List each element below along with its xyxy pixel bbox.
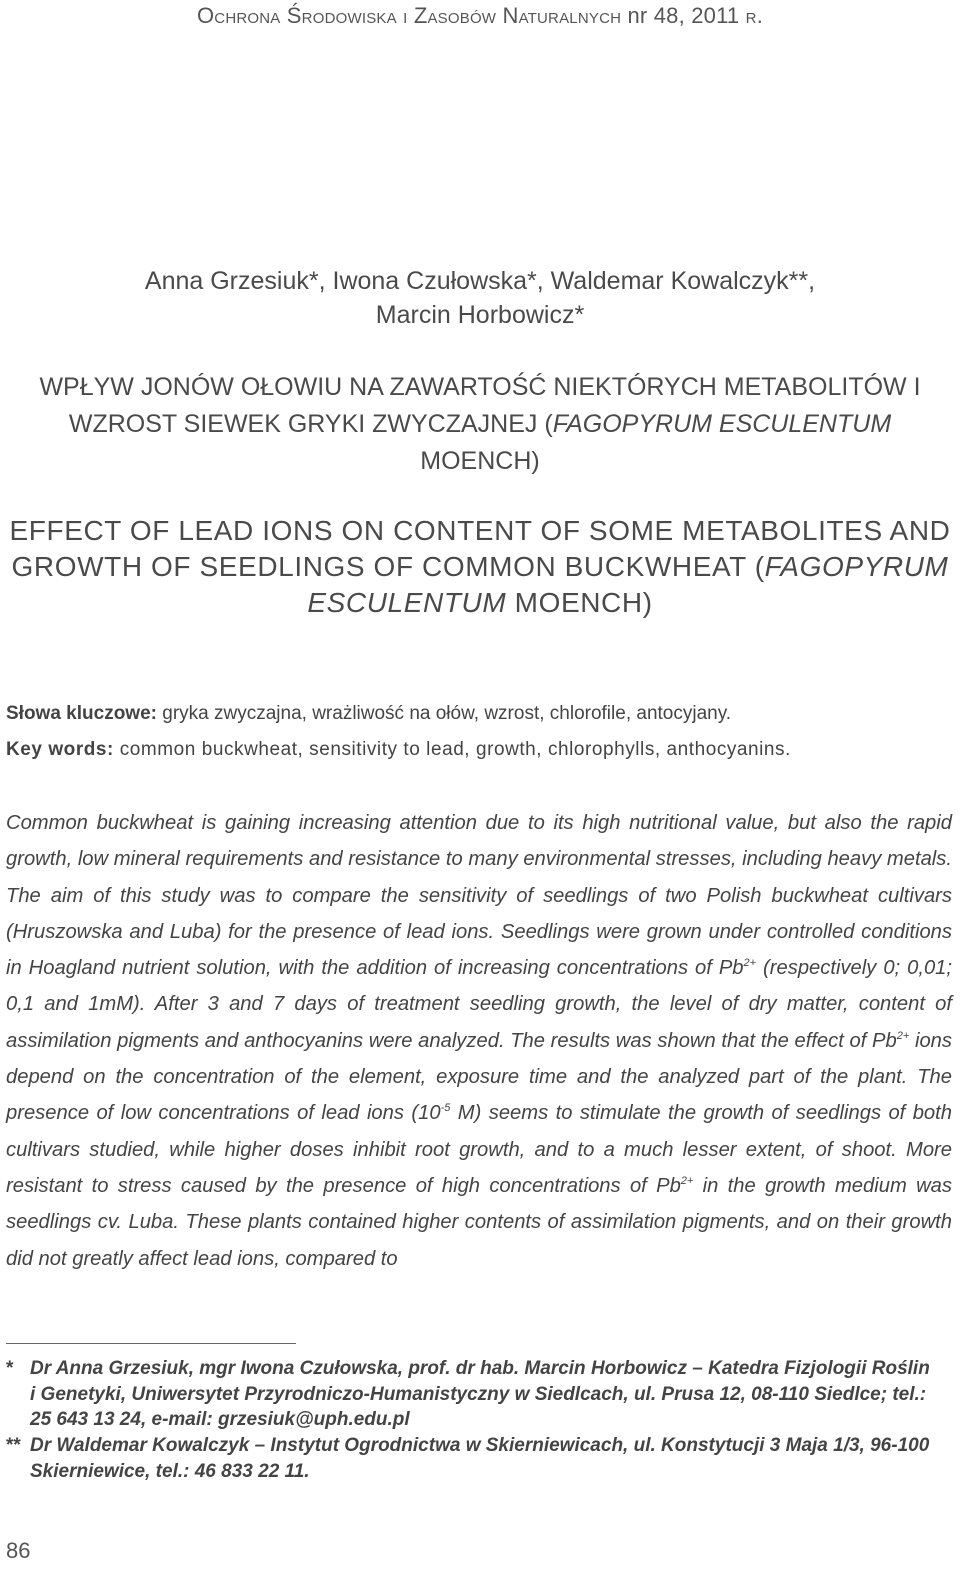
authors-line-1: Anna Grzesiuk*, Iwona Czułowska*, Waldemar Kowalczyk**, bbox=[144, 267, 816, 295]
page-number: 86 bbox=[6, 1538, 31, 1563]
authors bbox=[40, 264, 920, 332]
abstract-superscript-3: -5 bbox=[440, 1102, 451, 1115]
footnote-2-text: Dr Waldemar Kowalczyk – Instytut Ogrodnictwa w Skierniewicach, ul. Konstytucji 3 Maja 1/3, 96-100 Skierniewice, tel.: 46 833 22 11. bbox=[30, 1435, 930, 1482]
keywords-pl-label: Słowa kluczowe: bbox=[6, 703, 157, 724]
title-pl-part-1: WPŁYW JONÓW OŁOWIU NA ZAWARTOŚĆ NIEKTÓRYCH METABOLITÓW I WZROST SIEWEK GRYKI ZWYCZAJNEJ ( bbox=[39, 373, 921, 438]
abstract-segment-5: in the growth medium was seedlings cv. Luba. These plants contained higher contents of assimilation pigments, and on their growth did not greatly affect lead ions, compared to bbox=[6, 1174, 952, 1270]
keywords-pl-text: gryka zwyczajna, wrażliwość na ołów, wzrost, chlorofile, antocyjany. bbox=[156, 703, 732, 724]
keywords-english bbox=[6, 739, 956, 761]
abstract-superscript-1: 2+ bbox=[743, 957, 757, 970]
abstract bbox=[6, 805, 952, 1277]
footnote-1-text: Dr Anna Grzesiuk, mgr Iwona Czułowska, prof. dr hab. Marcin Horbowicz – Katedra Fizjologii Roślin i Genetyki, Uniwersytet Przyrodniczo-Humanistyczny w Siedlcach, ul. Prusa 12, 08-110 Siedlce; tel.: 25 643 13 24, e-mail: grzesiuk@uph.edu.pl bbox=[30, 1358, 930, 1430]
title-pl-part-2: MOENCH) bbox=[420, 447, 540, 475]
abstract-segment-4: M) seems to stimulate the growth of seedlings of both cultivars studied, while higher doses inhibit root growth, and to a much lesser extent, of shoot. More resistant to stress caused by the presence of high concentrations of Pb bbox=[6, 1102, 952, 1197]
abstract-superscript-4: 2+ bbox=[680, 1174, 694, 1187]
title-en-part-1: EFFECT OF LEAD IONS ON CONTENT OF SOME METABOLITES AND GROWTH OF SEEDLINGS OF COMMON BUCKWHEAT ( bbox=[9, 515, 951, 582]
title-pl-species: FAGOPYRUM ESCULENTUM bbox=[552, 410, 892, 438]
journal-name: Ochrona Środowiska i Zasobów Naturalnych bbox=[196, 3, 622, 28]
abstract-superscript-2: 2+ bbox=[896, 1029, 910, 1042]
authors-line-2: Marcin Horbowicz* bbox=[375, 301, 585, 329]
keywords-en-text: common buckwheat, sensitivity to lead, growth, chlorophylls, anthocyanins. bbox=[113, 739, 791, 760]
footnote-1-marker: * bbox=[6, 1358, 14, 1379]
title-en-species: FAGOPYRUM ESCULENTUM bbox=[307, 551, 949, 618]
abstract-segment-1: Common buckwheat is gaining increasing attention due to its high nutritional value, but also the rapid growth, low mineral requirements and resistance to many environmental stresses, including heavy metals. The aim of this study was to compare the sensitivity of seedlings of two Polish buckwheat cultivars (Hruszowska and Luba) for the presence of lead ions. Seedlings were grown under controlled conditions in Hoagland nutrient solution, with the addition of increasing concentrations of Pb bbox=[6, 812, 952, 980]
journal-issue: nr 48, 2011 bbox=[627, 3, 740, 28]
footnote-divider bbox=[6, 1343, 296, 1344]
footnote-2-marker: ** bbox=[6, 1435, 21, 1456]
abstract-segment-2: (respectively 0; 0,01; 0,1 and 1mM). After 3 and 7 days of treatment seedling growth, the level of dry matter, content of assimilation pigments and anthocyanins were analyzed. The results was shown that the effect of Pb bbox=[6, 957, 953, 1052]
keywords-en-label: Key words: bbox=[6, 739, 114, 760]
title-english bbox=[6, 513, 954, 621]
title-en-part-2: MOENCH) bbox=[506, 587, 653, 618]
title-polish bbox=[30, 369, 930, 480]
abstract-segment-3: ions depend on the concentration of the element, exposure time and the analyzed part of the plant. The presence of low concentrations of lead ions (10 bbox=[6, 1029, 952, 1125]
journal-year-suffix: r. bbox=[745, 3, 764, 28]
running-header bbox=[0, 3, 960, 29]
keywords-polish bbox=[6, 703, 956, 725]
